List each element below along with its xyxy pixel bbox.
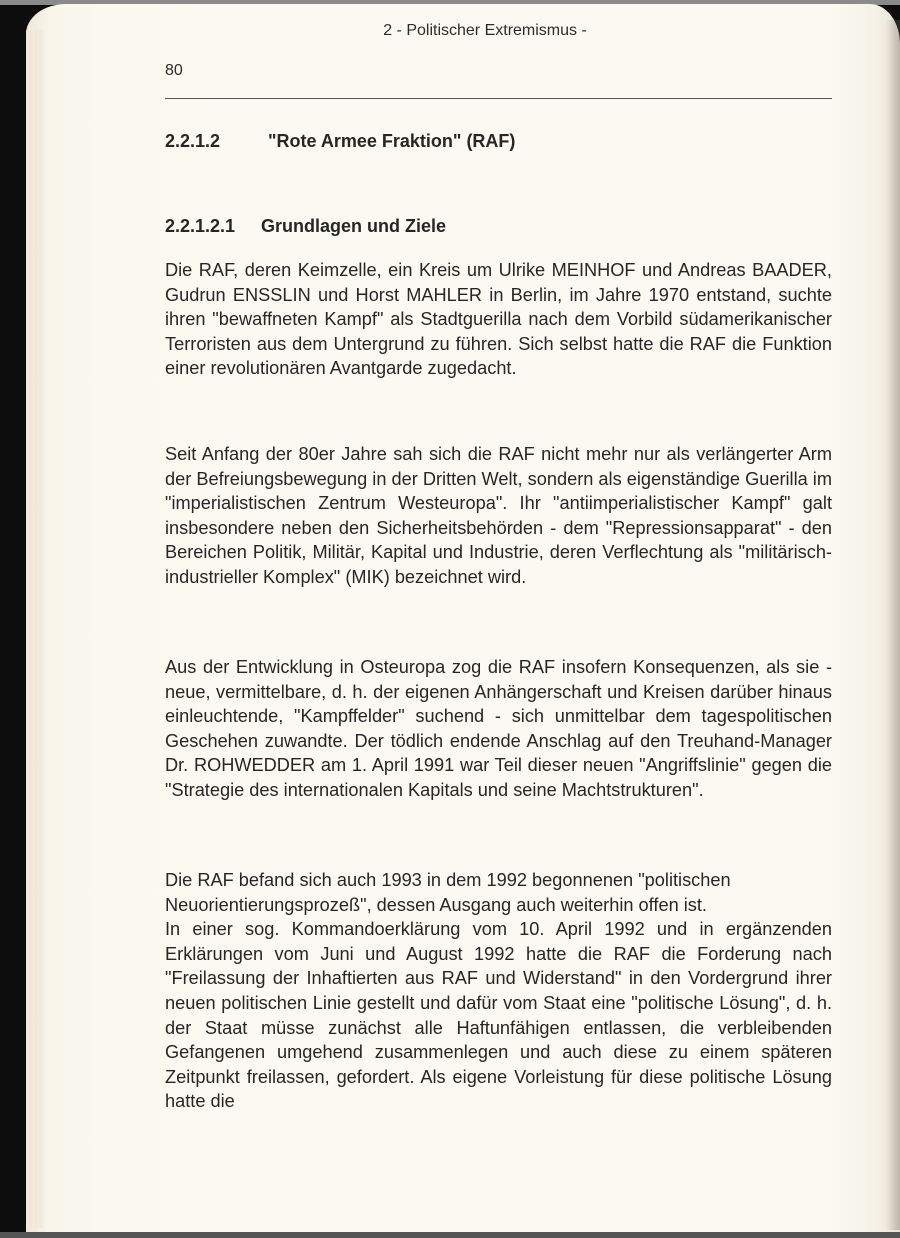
- paragraph: Aus der Entwicklung in Osteuropa zog die RAF insofern Konsequenzen, als sie - neue, vermittelbare, d. h. der eigenen Anhängerschaft und Kreisen darüber hinaus einleuchtende, "Kampffelder" suchend - sich unmittelbar dem tagespolitischen Geschehen zuwandte. Der tödlich endende Anschlag auf den Treuhand-Manager Dr. ROHWEDDER am 1. April 1991 war Teil dieser neuen "Angriffslinie" gegen die "Strategie des internationalen Kapitals und seine Machtstrukturen".: [165, 657, 832, 800]
- paragraph-eighties: [165, 442, 832, 590]
- page-number: 80: [165, 62, 183, 79]
- subsection-number: 2.2.1.2.1: [165, 216, 236, 236]
- scan-bottom-edge: [0, 1232, 900, 1238]
- paragraph: Die RAF, deren Keimzelle, ein Kreis um Ulrike MEINHOF und Andreas BAADER, Gudrun ENSSLIN und Horst MAHLER in Berlin, im Jahre 1970 entstand, suchte ihren "bewaffneten Kampf" als Stadtguerilla nach dem Vorbild südamerikanischer Terroristen aus dem Untergrund zu führen. Sich selbst hatte die RAF die Funktion einer revolutionären Avantgarde zugedacht.: [165, 260, 832, 379]
- section-number: 2.2.1.2: [165, 131, 221, 151]
- subsection-heading: [165, 216, 446, 237]
- paragraph-eastern-europe: [165, 655, 832, 803]
- page-gutter-shadow: [886, 20, 900, 1230]
- section-title: "Rote Armee Fraktion" (RAF): [268, 131, 516, 151]
- paragraph-reorientation: [165, 868, 832, 1114]
- header-rule: [165, 98, 832, 99]
- paragraph: Die RAF befand sich auch 1993 in dem 1992 begonnenen "politischen Neuorientierungsprozeß", dessen Ausgang auch weiterhin offen ist.: [165, 870, 731, 915]
- page-stack-edge: [26, 30, 44, 1228]
- running-head: 2 - Politischer Extremismus -: [383, 22, 587, 39]
- paragraph: Seit Anfang der 80er Jahre sah sich die RAF nicht mehr nur als verlängerter Arm der Befreiungsbewegung in der Dritten Welt, sondern als eigenständige Guerilla im "imperialistischen Zentrum Westeuropa". Ihr "antiimperialistischer Kampf" galt insbesondere neben den Sicherheitsbehörden - dem "Repressionsapparat" - den Bereichen Politik, Militär, Kapital und Industrie, deren Verflechtung als "militärisch-industrieller Komplex" (MIK) bezeichnet wird.: [165, 444, 832, 587]
- paragraph: In einer sog. Kommandoerklärung vom 10. April 1992 und in ergänzenden Erklärungen vom Juni und August 1992 hatte die RAF die Forderung nach "Freilassung der Inhaftierten aus RAF und Widerstand" in den Vordergrund ihrer neuen politischen Linie gestellt und dafür vom Staat eine "politische Lösung", d. h. der Staat müsse zunächst alle Haftunfähigen entlassen, die verbleibenden Gefangenen umgehend zusammenlegen und auch diese zu einem späteren Zeitpunkt freilassen, gefordert. Als eigene Vorleistung für diese politische Lösung hatte die: [165, 919, 832, 1112]
- subsection-title: Grundlagen und Ziele: [261, 216, 447, 236]
- paragraph-origins: [165, 258, 832, 381]
- section-heading: [165, 131, 515, 152]
